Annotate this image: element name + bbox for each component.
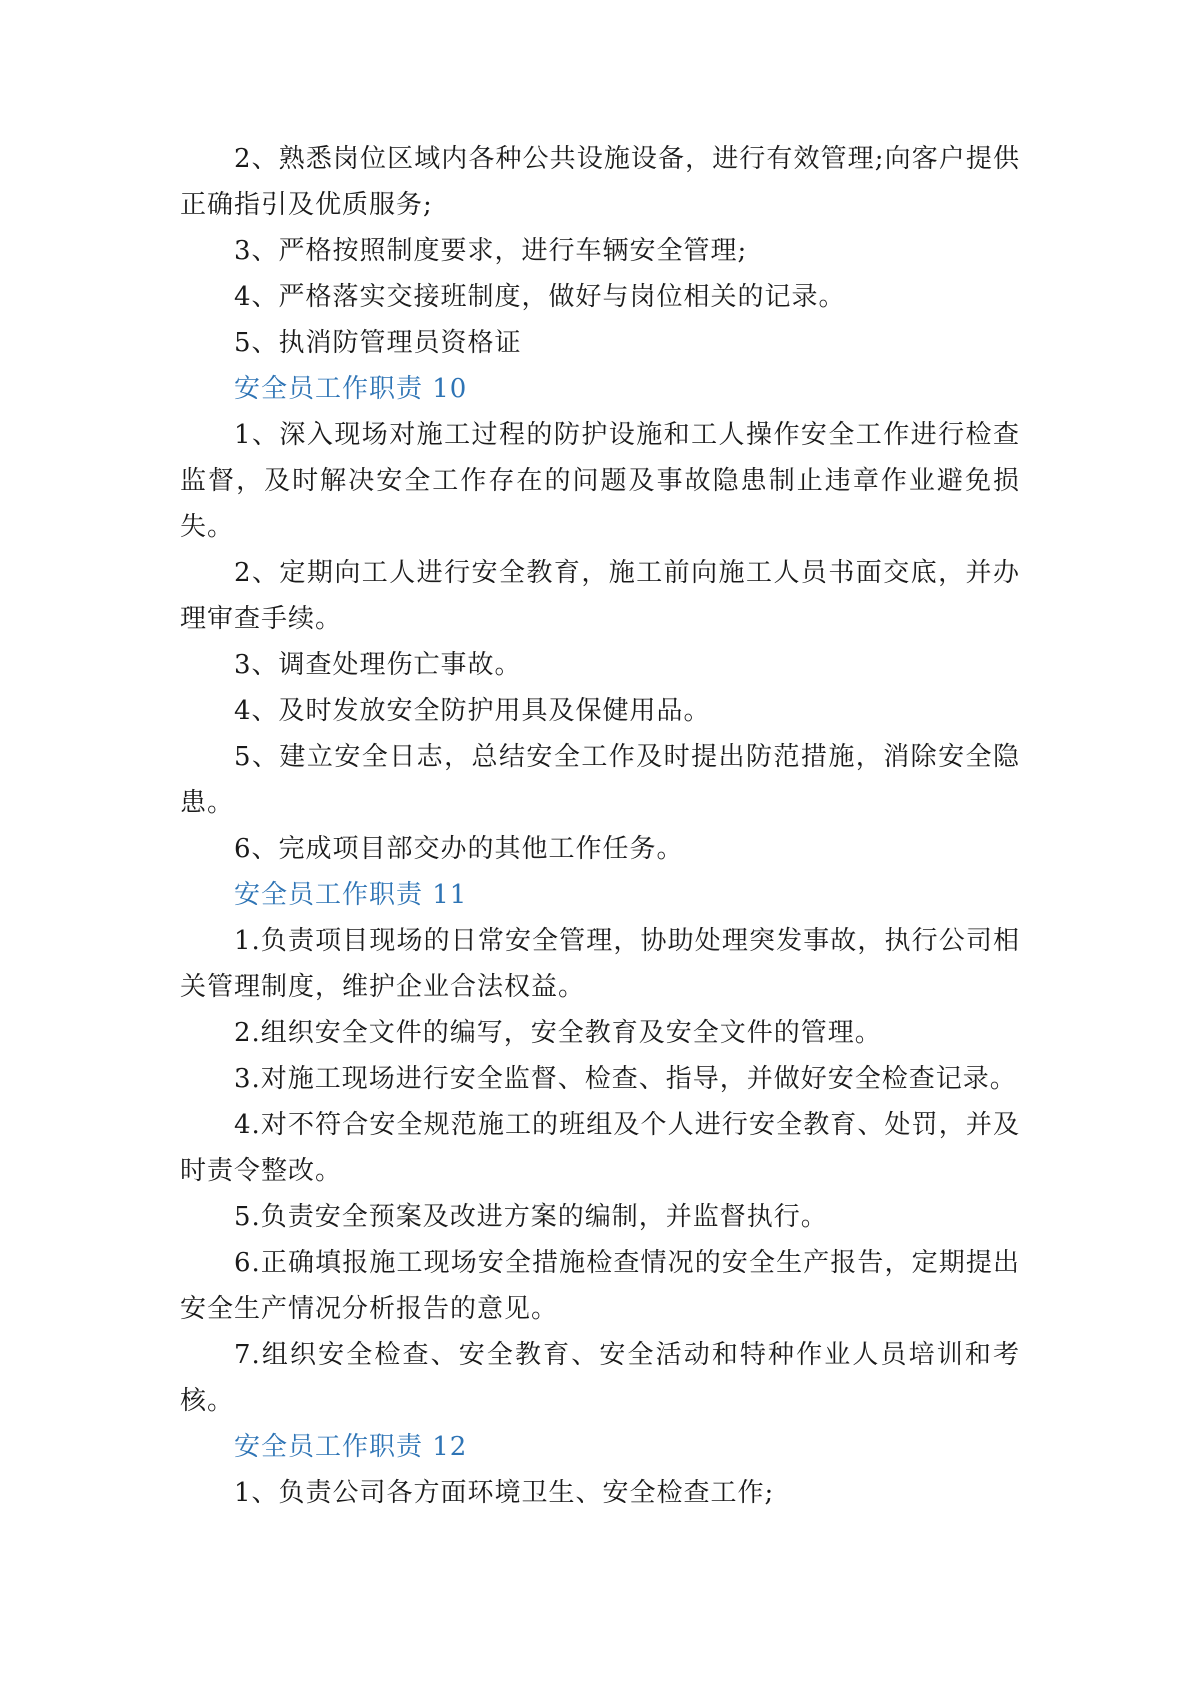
- section-heading: 安全员工作职责 10: [234, 374, 468, 404]
- paragraph: 1、负责公司各方面环境卫生、安全检查工作;: [234, 1478, 775, 1508]
- paragraph: 3.对施工现场进行安全监督、检查、指导，并做好安全检查记录。: [234, 1064, 1017, 1094]
- paragraph: 3、严格按照制度要求，进行车辆安全管理;: [234, 236, 748, 266]
- paragraph: 2、定期向工人进行安全教育，施工前向施工人员书面交底，并办理审查手续。: [180, 558, 1020, 634]
- section-heading: 安全员工作职责 12: [234, 1432, 468, 1462]
- paragraph: 3、调查处理伤亡事故。: [234, 650, 522, 680]
- document-page: [180, 136, 1020, 1516]
- paragraph: 5、建立安全日志，总结安全工作及时提出防范措施，消除安全隐患。: [180, 742, 1020, 818]
- paragraph: 1、深入现场对施工过程的防护设施和工人操作安全工作进行检查监督，及时解决安全工作存在的问题及事故隐患制止违章作业避免损失。: [180, 420, 1020, 542]
- paragraph: 6、完成项目部交办的其他工作任务。: [234, 834, 684, 864]
- paragraph: 2、熟悉岗位区域内各种公共设施设备，进行有效管理;向客户提供正确指引及优质服务;: [180, 144, 1020, 220]
- section-continuation: [180, 136, 1020, 366]
- paragraph: 7.组织安全检查、安全教育、安全活动和特种作业人员培训和考核。: [180, 1340, 1020, 1416]
- paragraph: 1.负责项目现场的日常安全管理，协助处理突发事故，执行公司相关管理制度，维护企业合法权益。: [180, 926, 1020, 1002]
- paragraph: 4、及时发放安全防护用具及保健用品。: [234, 696, 711, 726]
- section-duties-12: [180, 1424, 1020, 1516]
- paragraph: 2.组织安全文件的编写，安全教育及安全文件的管理。: [234, 1018, 882, 1048]
- paragraph: 6.正确填报施工现场安全措施检查情况的安全生产报告，定期提出安全生产情况分析报告的意见。: [180, 1248, 1020, 1324]
- paragraph: 5.负责安全预案及改进方案的编制，并监督执行。: [234, 1202, 828, 1232]
- section-duties-11: [180, 872, 1020, 1424]
- paragraph: 5、执消防管理员资格证: [234, 328, 522, 358]
- section-heading: 安全员工作职责 11: [234, 880, 468, 910]
- section-duties-10: [180, 366, 1020, 872]
- paragraph: 4.对不符合安全规范施工的班组及个人进行安全教育、处罚，并及时责令整改。: [180, 1110, 1020, 1186]
- paragraph: 4、严格落实交接班制度，做好与岗位相关的记录。: [234, 282, 846, 312]
